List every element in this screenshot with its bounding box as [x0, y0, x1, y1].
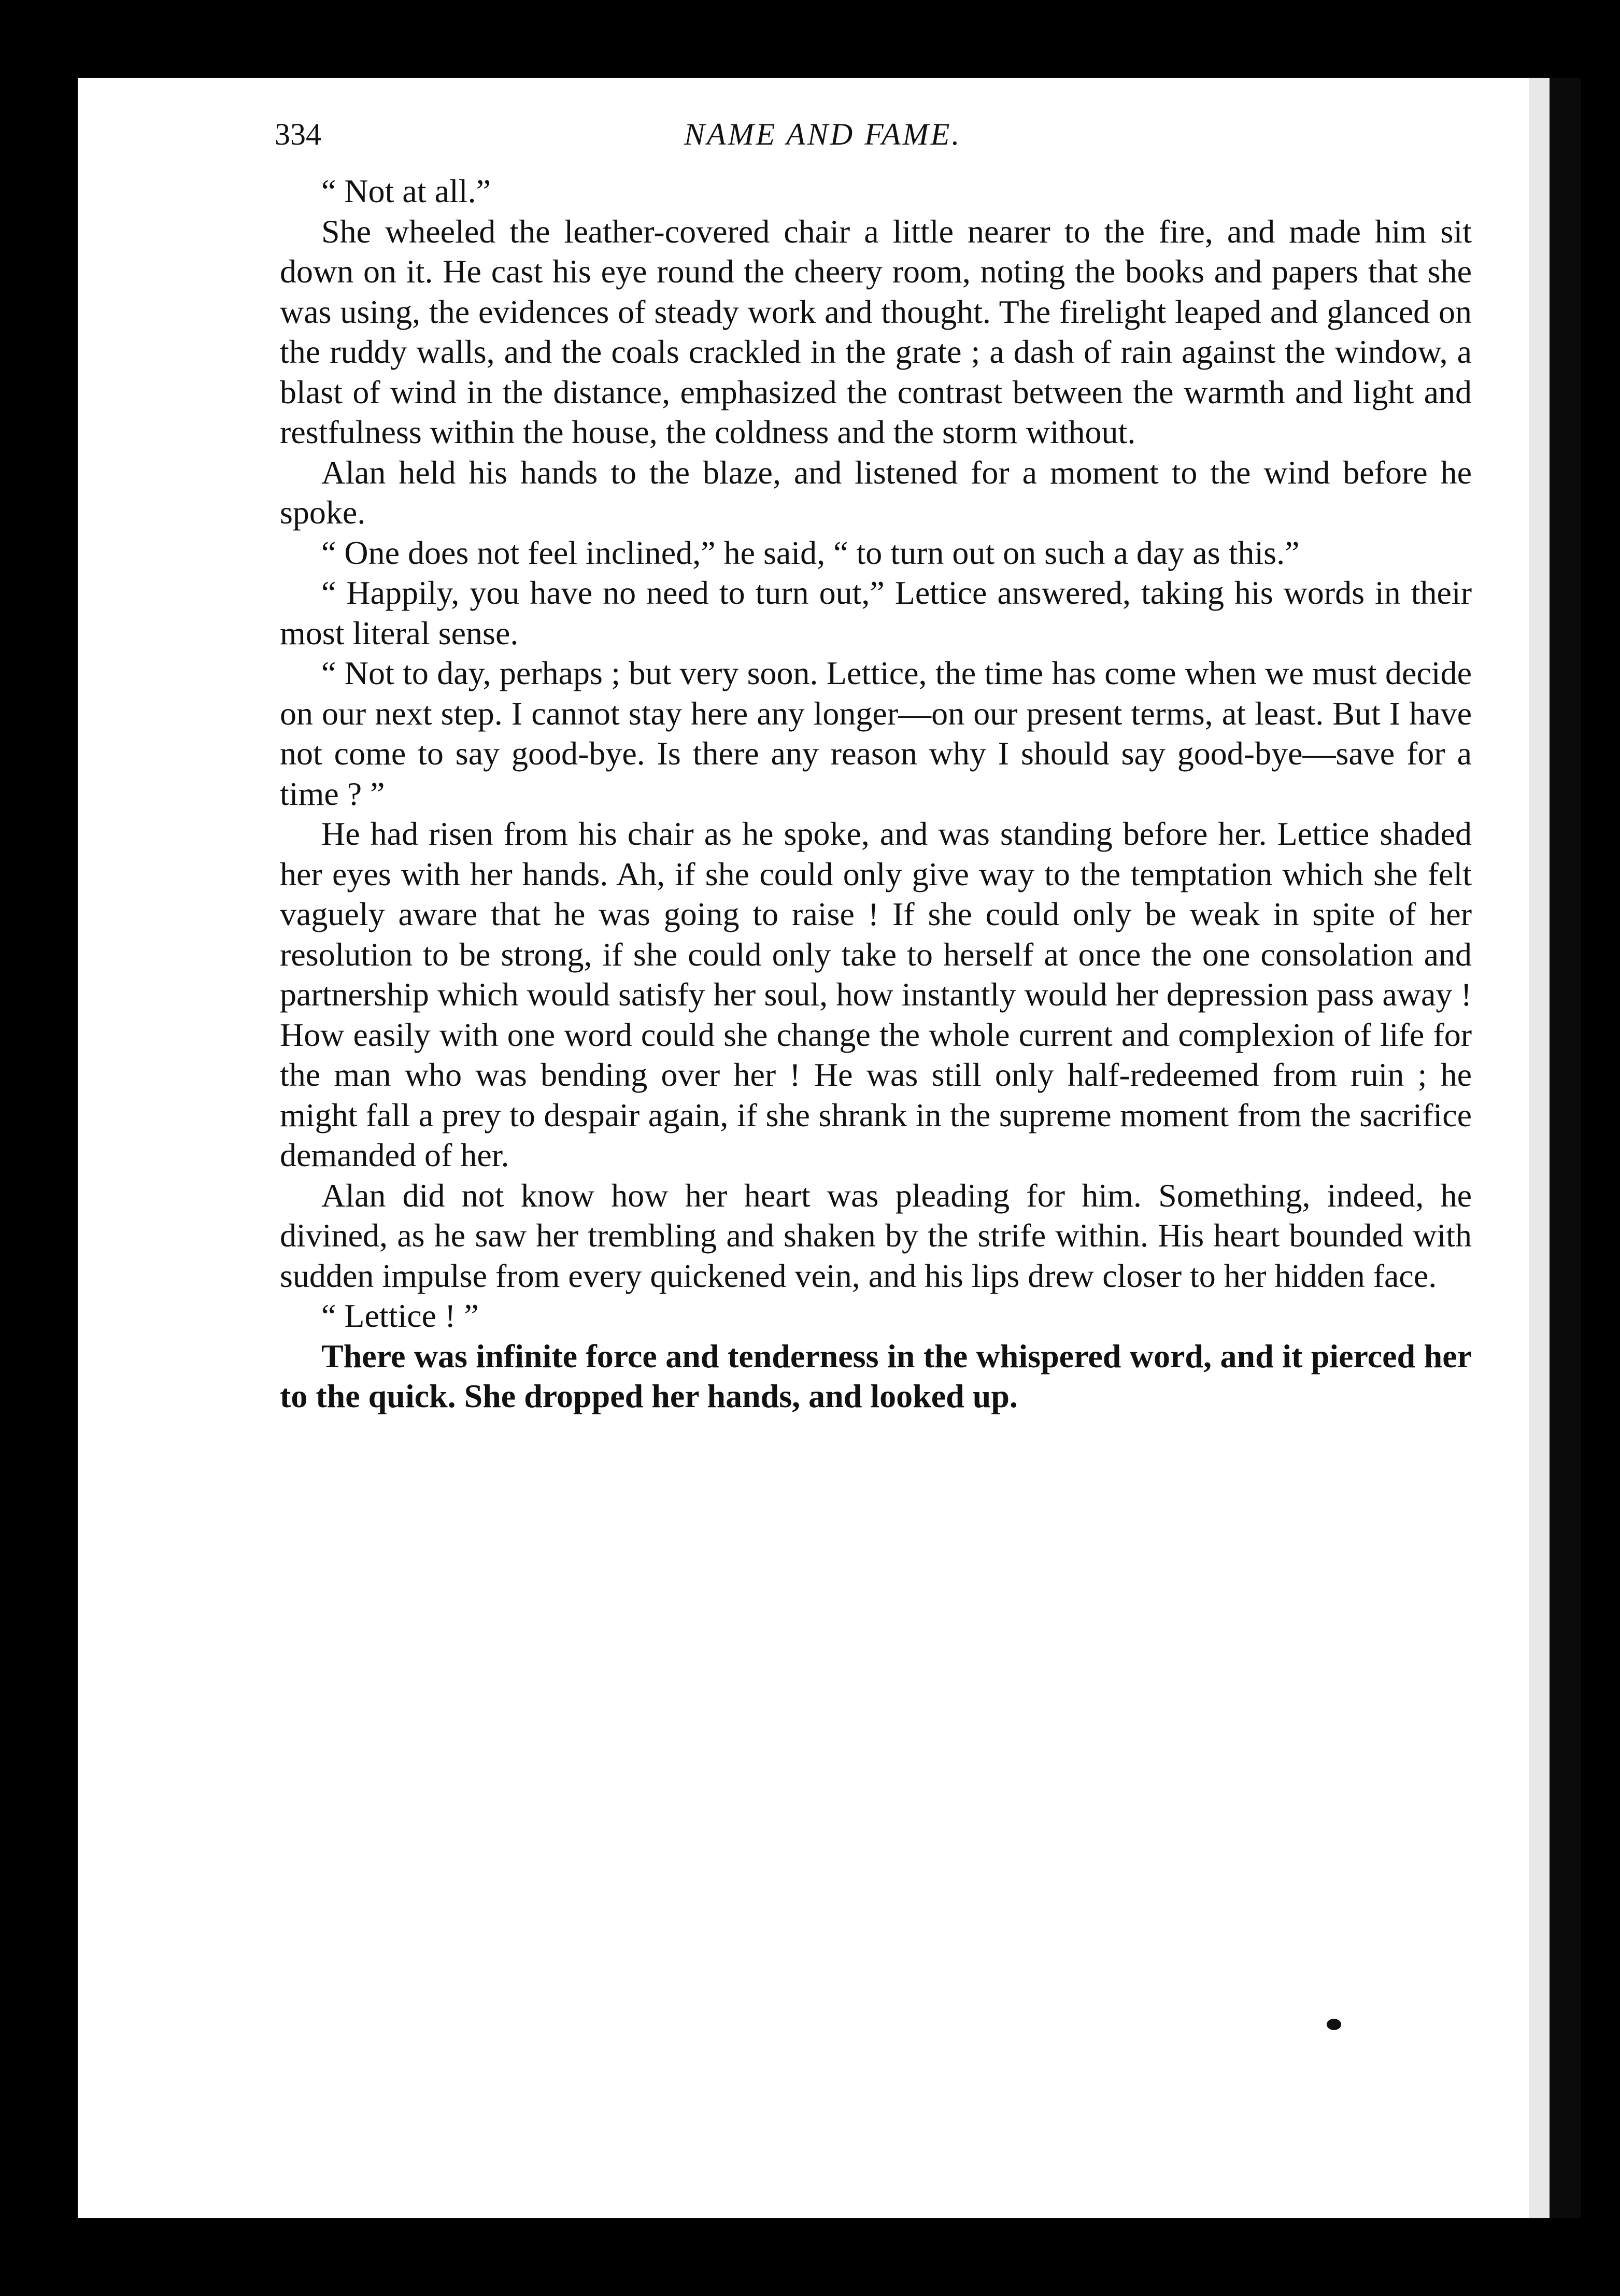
body-text — [280, 171, 1472, 1416]
paragraph-5: “ Happily, you have no need to turn out,” Lettice answered, taking his words in their most literal sense. — [280, 574, 1472, 651]
paragraph-9: “ Lettice ! ” — [321, 1297, 479, 1334]
paragraph-1: “ Not at all.” — [321, 173, 491, 209]
paragraph-2: She wheeled the leather-covered chair a little nearer to the fire, and made him sit down on it. He cast his eye round the cheery room, noting the books and papers that she was using, the evidences of steady work and thought. The firelight leaped and glanced on the ruddy walls, and the coals crackled in the grate ; a dash of rain against the window, a blast of wind in the distance, emphasized the contrast between the warmth and light and restfulness within the house, the coldness and the storm without. — [280, 212, 1472, 450]
paragraph-8: Alan did not know how her heart was pleading for him. Something, indeed, he divined, as he saw her trembling and shaken by the strife within. His heart bounded with sudden impulse from every quickened vein, and his lips drew closer to her hidden face. — [280, 1177, 1472, 1294]
page-number: 334 — [275, 117, 321, 151]
paragraph-10: There was infinite force and tenderness in the whispered word, and it pierced her to the quick. She dropped her hands, and looked up. — [280, 1337, 1472, 1414]
paragraph-3: Alan held his hands to the blaze, and listened for a moment to the wind before he spoke. — [280, 453, 1472, 531]
binding-edge — [1550, 78, 1581, 2218]
page-edge-shadow — [1529, 78, 1550, 2218]
paragraph-7: He had risen from his chair as he spoke, and was standing before her. Lettice shaded her eyes with her hands. Ah, if she could only give way to the temptation which she felt vaguely aware that he was going to raise ! If she could only be weak in spite of her resolution to be strong, if she could only take to herself at once the one consolation and partnership which would satisfy her soul, how instantly would her depression pass away ! How easily with one word could she change the whole current and complexion of life for the man who was bending over her ! He was still only half-redeemed from ruin ; he might fall a prey to despair again, if she shrank in the supreme moment from the sacrifice demanded of her. — [280, 815, 1472, 1173]
running-title: NAME AND FAME. — [684, 117, 962, 151]
paragraph-6: “ Not to day, perhaps ; but very soon. Lettice, the time has come when we must decide on our next step. I cannot stay here any longer—on our present terms, at least. But I have not come to say good-bye. Is there any reason why I should say good-bye—save for a time ? ” — [280, 655, 1472, 812]
paragraph-4: “ One does not feel inclined,” he said, “ to turn out on such a day as this.” — [321, 534, 1300, 571]
ink-smudge — [1327, 2019, 1341, 2030]
